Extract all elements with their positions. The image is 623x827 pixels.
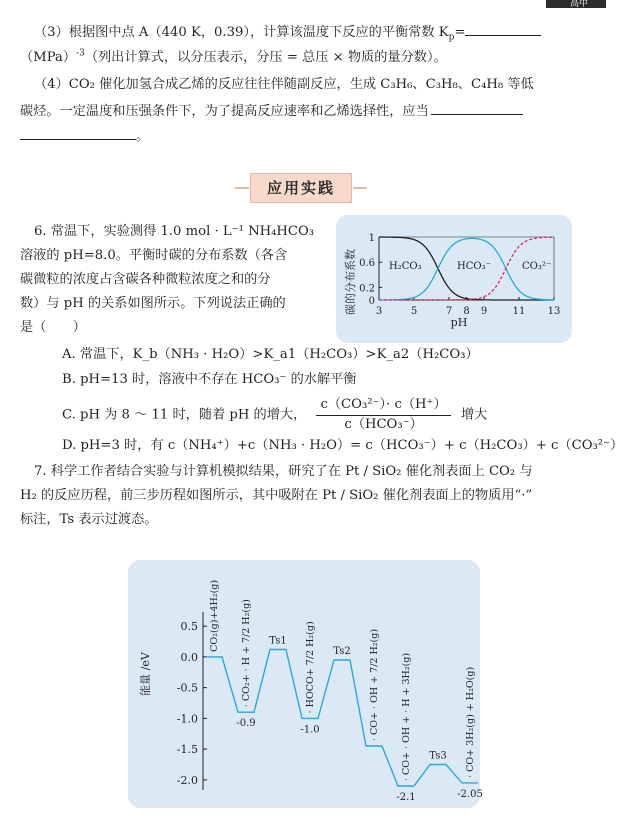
series-label-hco3: HCO₃⁻: [457, 261, 491, 272]
state-label: · CO+ 3H₂(g) + H₂O(g): [465, 666, 476, 778]
y-axis-label: 碳的分布系数: [344, 249, 357, 315]
state-label: · HOCO+ 7/2 H₂(g): [305, 621, 316, 714]
q3-line1: [34, 22, 541, 43]
x-tick-label: 7: [445, 306, 453, 317]
x-tick-label: 9: [480, 306, 488, 317]
q4-text: 碳烃。一定温度和压强条件下，为了提高反应速率和乙烯选择性，应当: [20, 104, 429, 119]
q7-line1: 7. 科学工作者结合实验与计算机模拟结果，研究了在 Pt / SiO₂ 催化剂表面上 CO₂ 与: [34, 464, 533, 479]
option-c: [62, 396, 487, 434]
page-corner-tab: [546, 0, 606, 8]
q6-line: 溶液的 pH=8.0。平衡时碳的分布系数（各含: [20, 248, 288, 263]
x-tick-label: 8: [463, 306, 470, 317]
corner-label: 高中: [569, 0, 588, 9]
energy-value-label: -0.9: [236, 718, 256, 730]
q7-line2: H₂ 的反应历程，前三步历程如图所示，其中吸附在 Pt / SiO₂ 催化剂表面上的物质用“·”: [20, 488, 533, 503]
x-tick-label: 5: [410, 306, 418, 317]
transition-state-label: Ts3: [429, 750, 447, 762]
y-tick-label: -0.5: [176, 681, 198, 695]
state-label: · CO₂+ · H + 7/2 H₂(g): [241, 599, 252, 708]
transition-state-label: Ts1: [269, 635, 287, 647]
y-tick-label: 0.6: [359, 258, 375, 270]
q4-line2: [20, 101, 523, 122]
y-tick-label: 0.5: [180, 620, 198, 634]
energy-value-label: -2.05: [457, 788, 483, 800]
q3-unit-exponent: -3: [76, 48, 85, 59]
option-a: A. 常温下，K_b（NH₃ · H₂O）>K_a1（H₂CO₃）>K_a2（H₂CO₃）: [62, 347, 479, 362]
transition-state-label: Ts2: [333, 645, 351, 657]
answer-blank[interactable]: [465, 22, 541, 36]
q6-line: 碳微粒的浓度占含碳各种微粒浓度之和的分: [20, 272, 271, 287]
q3-line2: [20, 48, 447, 68]
energy-value-label: -2.1: [396, 792, 416, 803]
y-tick-label: -1.0: [176, 712, 198, 726]
y-tick-label: 0.2: [359, 283, 375, 295]
x-axis-label: pH: [450, 316, 468, 329]
section-banner: 应用实践: [250, 173, 352, 203]
answer-blank[interactable]: [431, 101, 523, 115]
energy-chart: [128, 560, 483, 808]
q6-line: 是（ ）: [20, 320, 86, 335]
x-tick-label: 11: [512, 306, 526, 317]
state-labels: [209, 580, 476, 781]
x-tick-label: 13: [547, 306, 561, 317]
q4-line1: （4）CO₂ 催化加氢合成乙烯的反应往往伴随副反应，生成 C₃H₆、C₃H₈、C₄H₈ 等低: [34, 77, 534, 92]
q4-line3: [20, 126, 149, 147]
q6-line: 6. 常温下，实验测得 1.0 mol · L⁻¹ NH₄HCO₃: [34, 224, 315, 239]
q3-text: （3）根据图中点 A（440 K，0.39），计算该温度下反应的平衡常数 K: [34, 25, 449, 40]
energy-value-label: -1.0: [300, 724, 320, 736]
y-tick-label: 0.0: [180, 650, 198, 664]
y-axis-label: 能量 /eV: [139, 652, 152, 696]
q3-unit: （MPa）: [20, 50, 77, 65]
kp-subscript: p: [448, 32, 455, 43]
state-label: · CO+ · OH + 7/2 H₂(g): [369, 628, 380, 742]
option-c-suffix: 增大: [460, 407, 488, 423]
q7-line3: 标注，Ts 表示过渡态。: [20, 512, 158, 527]
series-label-co3: CO₃²⁻: [522, 261, 552, 272]
q6-line: 数）与 pH 的关系如图所示。下列说法正确的: [20, 296, 286, 311]
series-label-h2co3: H₂CO₃: [389, 261, 422, 272]
y-tick-label: -2.0: [176, 773, 198, 787]
fraction-numerator: c（CO₃²⁻）· c（H⁺）: [316, 396, 450, 416]
q3-instructions: （列出计算式，以分压表示，分压 = 总压 × 物质的量分数）。: [84, 50, 447, 65]
q3-equal: =: [454, 25, 466, 40]
y-tick-label: 1: [368, 233, 375, 244]
energy-chart-card: [128, 560, 483, 808]
q4-period: 。: [136, 129, 150, 144]
x-tick-label: 3: [375, 306, 383, 317]
option-d: D. pH=3 时，有 c（NH₄⁺）+c（NH₃ · H₂O）= c（HCO₃⁻）+ c（H₂CO₃）+ c（CO₃²⁻）: [62, 438, 623, 453]
option-c-prefix: C. pH 为 8 ～ 11 时，随着 pH 的增大，: [62, 407, 307, 423]
y-ticks: [177, 620, 207, 787]
state-label: CO₂(g)+4H₂(g): [209, 579, 220, 652]
y-tick-label: -1.5: [176, 743, 198, 757]
distribution-chart-card: [336, 215, 572, 343]
y-tick-label: 0: [368, 296, 375, 307]
distribution-chart: [336, 215, 572, 343]
state-label: · CO+ · OH + · H + 3H₂(g): [401, 652, 412, 781]
answer-blank[interactable]: [20, 126, 136, 140]
fraction-denominator: c（HCO₃⁻）: [344, 417, 423, 432]
option-b: B. pH=13 时，溶液中不存在 HCO₃⁻ 的水解平衡: [62, 372, 357, 387]
option-c-fraction: [316, 396, 450, 434]
